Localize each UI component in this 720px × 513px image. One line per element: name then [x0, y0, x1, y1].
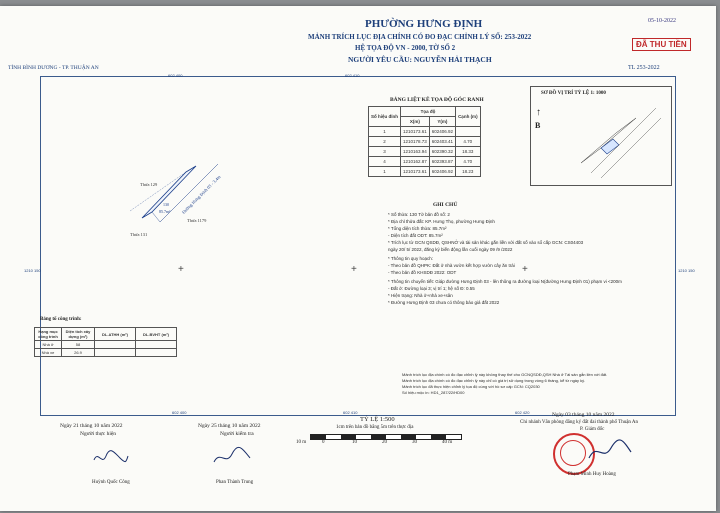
cell: 18.23	[456, 167, 481, 177]
name-checker: Phan Thành Trung	[216, 480, 254, 485]
label-parcel-1179: Thửa 1179	[187, 218, 207, 223]
cell: 2	[369, 137, 401, 147]
note-line: * Số thửa: 130 Tờ bản đồ số: 2	[388, 212, 450, 217]
area-header: Hạng mục công trình	[35, 328, 62, 341]
cell	[95, 349, 136, 357]
cell: 602393.87	[429, 157, 455, 167]
coord-header: Y(m)	[429, 117, 455, 127]
date-checker: Ngày 25 tháng 10 năm 2022	[198, 423, 261, 429]
area-header: DL.BVHT (m²)	[136, 328, 177, 341]
north-label: B	[535, 121, 541, 130]
area-table-title: Bảng tổ công trình:	[40, 317, 82, 322]
tick-top-left: 602 400	[168, 73, 183, 78]
requester: NGƯỜI YÊU CẦU: NGUYỄN HẢI THẠCH	[348, 55, 492, 64]
table-row	[369, 147, 481, 157]
label-area: 85.7m²	[159, 209, 171, 214]
tick-bottom-mid: 602 410	[343, 410, 358, 415]
cell: 58	[62, 341, 95, 349]
certify-line: Mảnh trích lục địa chính có đo đạc chỉnh lý này không thay thế cho GCNQSDĐ,QSH Nhà ở Tài sản gắn liền với đất.	[402, 372, 608, 377]
notes-title: GHI CHÚ	[433, 202, 458, 208]
province-label: TỈNH BÌNH DƯƠNG - TP. THUẬN AN	[8, 65, 99, 71]
coord-header: Tọa độ	[401, 107, 456, 117]
cell	[95, 341, 136, 349]
cell	[456, 127, 481, 137]
cell: Nhà ở	[35, 341, 62, 349]
label-parcel-130: 130	[163, 202, 169, 207]
cell: 4	[369, 157, 401, 167]
cell: Nhà xe	[35, 349, 62, 357]
note-line: ngày 20/ 5/ 2022, đăng ký biến động lần cuối ngày 09 /9 /2022	[388, 247, 513, 252]
table-row	[369, 127, 481, 137]
scale-tick: 10 m	[296, 440, 307, 445]
parcel-drawing	[100, 156, 250, 246]
coordinate-system: HỆ TỌA ĐỘ VN - 2000, TỜ SỐ 2	[355, 44, 456, 52]
label-parcel-131: Thửa 131	[130, 232, 148, 237]
paid-stamp	[632, 38, 691, 51]
tick-bottom-right: 602 420	[515, 410, 530, 415]
stamp-date: 05-10-2022	[648, 18, 676, 24]
cell: 18.33	[456, 147, 481, 157]
signature-stroke	[214, 447, 250, 462]
location-map	[530, 86, 672, 186]
scale-label: TỶ LỆ 1:500	[360, 416, 395, 423]
role-deputy: P. Giám đốc	[580, 427, 605, 432]
document-title: MẢNH TRÍCH LỤC ĐỊA CHÍNH CÓ ĐO ĐẠC CHỈNH LÝ SỐ: 253-2022	[308, 33, 532, 41]
cell: 602406.92	[429, 167, 455, 177]
coord-table-wrap	[368, 106, 481, 177]
tick-top-right: 602 410	[345, 73, 360, 78]
table-row	[35, 349, 177, 357]
road-line	[591, 108, 656, 173]
cell	[136, 341, 177, 349]
cell	[136, 349, 177, 357]
certify-line: Mảnh trích lục đã thực hiện chỉnh lý tọa độ cùng với hồ sơ cấp GCN: CQ2030	[402, 384, 540, 389]
reference-number: TL 253-2022	[628, 65, 660, 71]
grid-cross-icon: +	[351, 264, 357, 275]
table-row	[369, 157, 481, 167]
tick-bottom-left: 602 400	[172, 410, 187, 415]
signature-preparer	[90, 446, 130, 468]
note-line: - Theo bản đồ KHSDĐ 2022: ODT	[388, 270, 457, 275]
cell: 602406.92	[429, 127, 455, 137]
area-table-wrap	[34, 327, 177, 357]
coord-table	[368, 106, 481, 177]
area-header: Diện tích xây dựng (m²)	[62, 328, 95, 341]
cell: 602390.32	[429, 147, 455, 157]
scale-tick: 0	[322, 440, 325, 445]
note-line: - Theo bản đồ QHPK: Đất ở nhà vườn kết hợp vườn cây ăn trái	[388, 263, 515, 268]
note-line: * Hiện trạng: Nhà ở+nhà xe+sân	[388, 293, 453, 298]
paid-stamp-text: ĐÃ THU TIỀN	[636, 40, 687, 49]
certify-line: Số hiệu mộc in: HD1_287/22/HD00	[402, 390, 465, 395]
scale-subtitle: 1cm trên bản đồ bằng 5m trên thực địa	[336, 425, 414, 430]
area-table	[34, 327, 177, 357]
official-seal-inner	[560, 440, 586, 466]
cell: 1	[369, 167, 401, 177]
cell: 1210173.61	[401, 127, 430, 137]
cell: 4.70	[456, 157, 481, 167]
area-header: DL.ATHH (m²)	[95, 328, 136, 341]
note-line: * Trích lục từ GCN QSDĐ, QSHNỞ và tài sản khác gắn liền với đất số vào sổ cấp GCN: CS04403	[388, 240, 584, 245]
block-outline	[581, 118, 636, 163]
tick-right: 1210 150	[678, 268, 695, 273]
date-preparer: Ngày 21 tháng 10 năm 2022	[60, 423, 123, 429]
scale-tick: 10	[352, 440, 357, 445]
cell: 1	[369, 127, 401, 137]
signature-stroke	[94, 451, 128, 462]
signature-director	[585, 436, 635, 466]
location-sketch	[561, 103, 666, 181]
note-line: - Đất ở: Đường loại 3; vị trí 1; hệ số Đ: 0.55	[388, 286, 475, 291]
note-line: * Địa chỉ thửa đất: KP. Hưng Thọ, phường Hưng Định	[388, 219, 495, 224]
coord-header: Cạnh (m)	[456, 107, 481, 127]
ward-title: PHƯỜNG HƯNG ĐỊNH	[365, 18, 483, 30]
scale-tick: 30	[412, 440, 417, 445]
cell: 1210162.87	[401, 157, 430, 167]
role-preparer: Người thực hiện	[80, 431, 117, 437]
signature-checker	[210, 444, 256, 470]
signature-stroke	[589, 440, 631, 458]
scale-tick: 40 m	[442, 440, 453, 445]
name-preparer: Huỳnh Quốc Công	[92, 480, 130, 485]
target-parcel	[601, 139, 619, 154]
table-row	[369, 137, 481, 147]
cell: 3	[369, 147, 401, 157]
coord-table-title: BẢNG LIỆT KÊ TỌA ĐỘ GÓC RANH	[390, 97, 484, 103]
cell: 1210163.94	[401, 147, 430, 157]
table-row	[369, 167, 481, 177]
cell: 26.9	[62, 349, 95, 357]
certify-line: Mảnh trích lục địa chính có đo đạc chỉnh lý này chỉ có giá trị sử dụng trong vòng 6 tháng, kể từ ngày ký.	[402, 378, 586, 383]
coord-header: X(m)	[401, 117, 430, 127]
date-director: Ngày 03 tháng 10 năm 2022	[552, 412, 615, 418]
cell: 4.70	[456, 137, 481, 147]
note-line: - Diện tích đất ODT: 85.7m²	[388, 233, 443, 238]
grid-cross-icon: +	[522, 264, 528, 275]
cadastral-document	[0, 6, 716, 511]
role-office: Chi nhánh Văn phòng đăng ký đất đai thành phố Thuận An	[520, 420, 638, 425]
grid-cross-icon: +	[178, 264, 184, 275]
name-director: Phạm Minh Huy Hoàng	[568, 472, 616, 477]
note-line: * Tổng diện tích thửa: 85.7m²	[388, 226, 447, 231]
location-map-title: SƠ ĐỒ VỊ TRÍ TỶ LỆ 1: 1000	[541, 91, 606, 96]
scale-tick: 20	[382, 440, 387, 445]
note-line: * Đường Hưng Định 03 chưa có thông báo giá đất 2022	[388, 300, 500, 305]
cell: 602403.41	[429, 137, 455, 147]
tick-left: 1210 150	[24, 268, 41, 273]
cell: 1210173.61	[401, 167, 430, 177]
label-parcel-129: Thửa 129	[140, 182, 158, 187]
cell: 1210178.73	[401, 137, 430, 147]
north-arrow-icon: ↑	[536, 107, 541, 118]
note-line: * Thông tin chuyển tiết: Giáp đường Hưng Định 03 - lên thông ra đường loại N(đường Hưng Định 01) phạm vi <200m	[388, 279, 622, 284]
role-checker: Người kiểm tra	[220, 431, 254, 437]
road-label: Đường Hưng Định 03 - 3.4m	[180, 174, 222, 215]
note-line: * Thông tin quy hoạch:	[388, 256, 433, 261]
table-row	[35, 341, 177, 349]
coord-header: Số hiệu đỉnh	[369, 107, 401, 127]
